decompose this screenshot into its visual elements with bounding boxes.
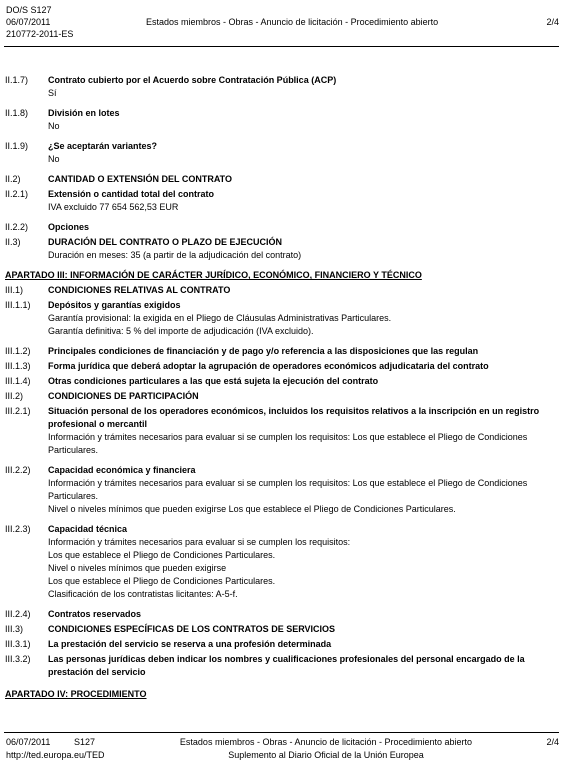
apartado-iv-heading: APARTADO IV: PROCEDIMIENTO — [5, 689, 147, 699]
footer-title: Estados miembros - Obras - Anuncio de licitación - Procedimiento abierto — [179, 737, 473, 747]
section-iii-items — [5, 284, 559, 684]
section-item — [5, 623, 559, 636]
footer-date: 06/07/2011 — [6, 737, 51, 747]
section-title: CONDICIONES DE PARTICIPACIÓN — [48, 391, 199, 401]
document-body — [5, 72, 559, 701]
section-title: Forma jurídica que deberá adoptar la agrupación de operadores económicos adjudicataria del contrato — [48, 361, 489, 371]
section-title: CONDICIONES RELATIVAS AL CONTRATO — [48, 285, 231, 295]
section-title: Contrato cubierto por el Acuerdo sobre Contratación Pública (ACP) — [48, 75, 337, 85]
section-number: III.1.4) — [5, 376, 31, 386]
section-title: La prestación del servicio se reserva a una profesión determinada — [48, 639, 332, 649]
footer-divider — [4, 732, 559, 733]
section-content — [48, 107, 559, 133]
header-page-number: 2/4 — [546, 17, 559, 27]
section-content — [48, 405, 559, 457]
section-number: III.1.2) — [5, 346, 31, 356]
section-detail-line: Garantía provisional: la exigida en el Pliego de Cláusulas Administrativas Particulares. — [48, 313, 392, 323]
header-divider — [4, 46, 559, 47]
section-item — [5, 638, 559, 651]
section-number: II.2) — [5, 174, 21, 184]
footer-reference: S127 — [74, 737, 96, 747]
section-title: Otras condiciones particulares a las que está sujeta la ejecución del contrato — [48, 376, 379, 386]
section-number: II.2.1) — [5, 189, 29, 199]
section-content — [48, 523, 559, 601]
header-document-id: 210772-2011-ES — [6, 29, 74, 39]
section-item — [5, 284, 559, 297]
section-content — [48, 638, 559, 651]
section-item — [5, 464, 559, 516]
section-content — [48, 173, 559, 186]
section-title: Las personas jurídicas deben indicar los nombres y cualificaciones profesionales del personal encargado de la prestación del servicio — [48, 654, 525, 677]
section-item — [5, 299, 559, 338]
section-content — [48, 653, 559, 679]
spacer — [5, 679, 559, 684]
section-number: III.2) — [5, 391, 24, 401]
section-detail-line: No — [48, 154, 60, 164]
section-detail-line: Información y trámites necesarios para evaluar si se cumplen los requisitos: Los que establece el Pliego de Condiciones Particulares. — [48, 478, 528, 501]
spacer — [5, 214, 559, 219]
page-header — [6, 4, 559, 44]
section-detail-line: Nivel o niveles mínimos que pueden exigirse Los que establece el Pliego de Condiciones Particulares. — [48, 504, 456, 514]
section-content — [48, 345, 559, 358]
spacer — [5, 133, 559, 138]
section-ii-items — [5, 74, 559, 267]
section-item — [5, 74, 559, 100]
section-content — [48, 623, 559, 636]
section-detail-line: Nivel o niveles mínimos que pueden exigirse — [48, 563, 227, 573]
section-item — [5, 173, 559, 186]
spacer — [5, 166, 559, 171]
section-title: Capacidad económica y financiera — [48, 465, 196, 475]
section-title: Capacidad técnica — [48, 524, 128, 534]
section-number: II.1.9) — [5, 141, 29, 151]
section-number: III.1) — [5, 285, 24, 295]
section-number: II.2.2) — [5, 222, 29, 232]
section-content — [48, 360, 559, 373]
section-title: DURACIÓN DEL CONTRATO O PLAZO DE EJECUCIÓN — [48, 237, 283, 247]
spacer — [5, 262, 559, 267]
section-item — [5, 608, 559, 621]
section-item — [5, 390, 559, 403]
section-number: II.1.7) — [5, 75, 29, 85]
section-number: II.3) — [5, 237, 21, 247]
section-content — [48, 74, 559, 100]
section-content — [48, 188, 559, 214]
section-detail-line: IVA excluido 77 654 562,53 EUR — [48, 202, 179, 212]
section-detail-line: Los que establece el Pliego de Condiciones Particulares. — [48, 576, 276, 586]
section-item — [5, 405, 559, 457]
section-number: III.3.1) — [5, 639, 31, 649]
section-title: División en lotes — [48, 108, 120, 118]
section-detail-line: Duración en meses: 35 (a partir de la adjudicación del contrato) — [48, 250, 302, 260]
section-detail-line: Información y trámites necesarios para evaluar si se cumplen los requisitos: — [48, 537, 351, 547]
section-title: ¿Se aceptarán variantes? — [48, 141, 158, 151]
section-item — [5, 140, 559, 166]
section-detail-line: Garantía definitiva: 5 % del importe de adjudicación (IVA excluido). — [48, 326, 314, 336]
section-title: CANTIDAD O EXTENSIÓN DEL CONTRATO — [48, 174, 233, 184]
section-content — [48, 284, 559, 297]
section-title: Principales condiciones de financiación y de pago y/o referencia a las disposiciones que las regulan — [48, 346, 479, 356]
header-line1: DO/S S127 — [6, 5, 52, 15]
section-detail-line: Información y trámites necesarios para evaluar si se cumplen los requisitos: Los que establece el Pliego de Condiciones Particulares. — [48, 432, 528, 455]
spacer — [5, 516, 559, 521]
footer-page-number: 2/4 — [546, 737, 559, 747]
section-item — [5, 236, 559, 262]
header-date: 06/07/2011 — [6, 17, 51, 27]
section-item — [5, 221, 559, 234]
header-title: Estados miembros - Obras - Anuncio de licitación - Procedimiento abierto — [146, 17, 439, 27]
section-title: Contratos reservados — [48, 609, 142, 619]
section-number: III.2.1) — [5, 406, 31, 416]
section-item — [5, 360, 559, 373]
section-title: Depósitos y garantías exigidos — [48, 300, 181, 310]
section-item — [5, 523, 559, 601]
section-number: III.1.1) — [5, 300, 31, 310]
section-detail-line: Sí — [48, 88, 57, 98]
footer-url[interactable]: http://ted.europa.eu/TED — [6, 750, 105, 760]
section-content — [48, 140, 559, 166]
section-content — [48, 464, 559, 516]
spacer — [5, 100, 559, 105]
section-detail-line: No — [48, 121, 60, 131]
section-number: III.2.3) — [5, 524, 31, 534]
section-content — [48, 390, 559, 403]
section-content — [48, 299, 559, 338]
section-item — [5, 375, 559, 388]
section-content — [48, 608, 559, 621]
section-title: CONDICIONES ESPECÍFICAS DE LOS CONTRATOS DE SERVICIOS — [48, 624, 336, 634]
spacer — [5, 338, 559, 343]
section-detail-line: Clasificación de los contratistas licitantes: A-5-f. — [48, 589, 238, 599]
section-title: Extensión o cantidad total del contrato — [48, 189, 215, 199]
section-detail-line: Los que establece el Pliego de Condiciones Particulares. — [48, 550, 276, 560]
section-content — [48, 221, 559, 234]
spacer — [5, 457, 559, 462]
section-number: III.3) — [5, 624, 24, 634]
section-title: Situación personal de los operadores económicos, incluidos los requisitos relativos a la inscripción en un registro profesional o mercantil — [48, 406, 540, 429]
section-item — [5, 107, 559, 133]
section-number: III.2.2) — [5, 465, 31, 475]
spacer — [5, 601, 559, 606]
section-item — [5, 188, 559, 214]
section-number: III.2.4) — [5, 609, 31, 619]
footer-supplement: Suplemento al Diario Oficial de la Unión Europea — [228, 750, 424, 760]
section-number: III.3.2) — [5, 654, 31, 664]
section-content — [48, 375, 559, 388]
section-item — [5, 345, 559, 358]
section-content — [48, 236, 559, 262]
section-title: Opciones — [48, 222, 90, 232]
header-reference-block — [6, 4, 73, 40]
section-item — [5, 653, 559, 679]
section-number: II.1.8) — [5, 108, 29, 118]
section-number: III.1.3) — [5, 361, 31, 371]
apartado-iii-heading: APARTADO III: INFORMACIÓN DE CARÁCTER JURÍDICO, ECONÓMICO, FINANCIERO Y TÉCNICO — [5, 270, 422, 280]
